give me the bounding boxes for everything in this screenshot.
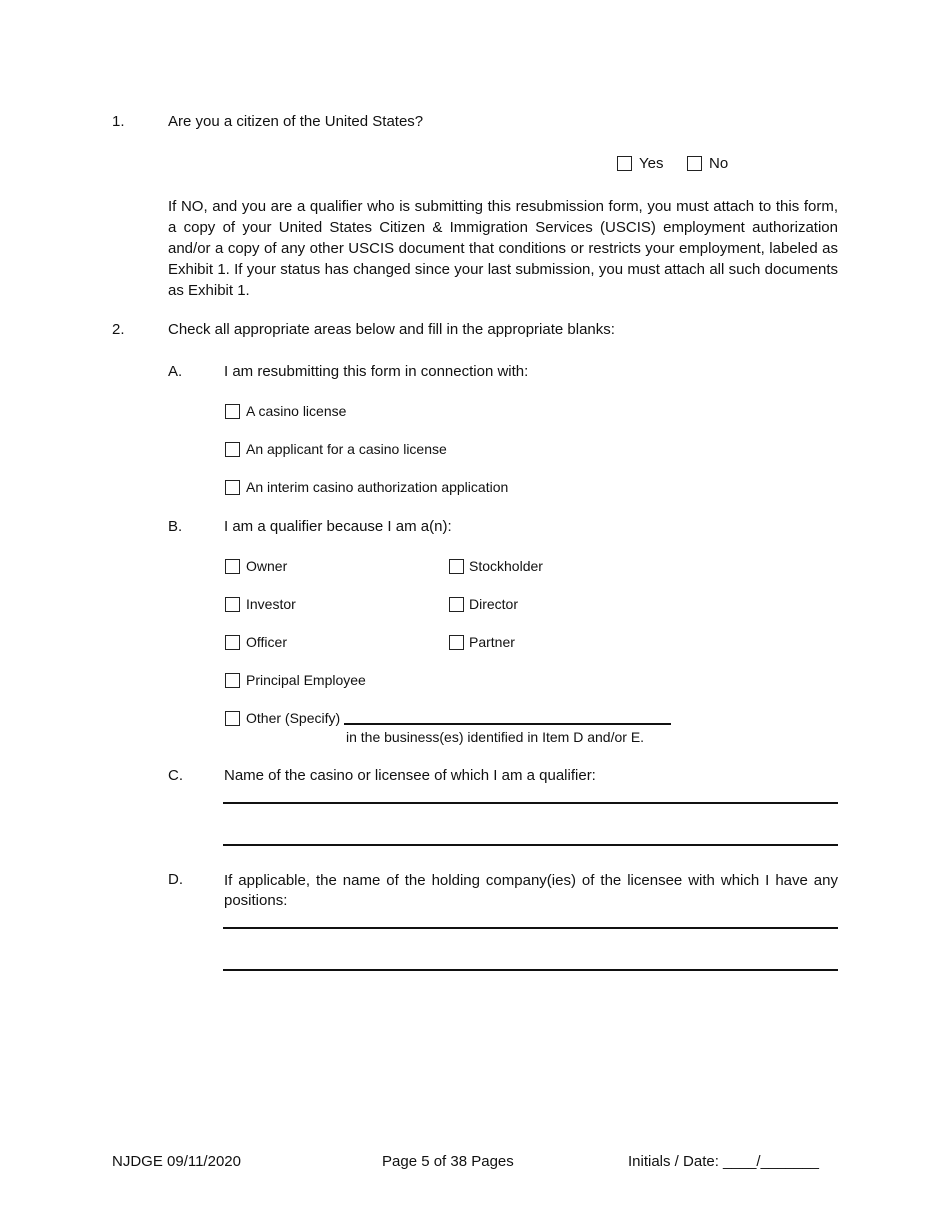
- casino-license-checkbox[interactable]: [225, 404, 240, 419]
- footer-form-id: NJDGE 09/11/2020: [112, 1153, 241, 1170]
- q1-question: Are you a citizen of the United States?: [168, 113, 424, 130]
- partner-checkbox[interactable]: [449, 635, 464, 650]
- principal-employee-checkbox[interactable]: [225, 673, 240, 688]
- director-checkbox[interactable]: [449, 597, 464, 612]
- officer-checkbox[interactable]: [225, 635, 240, 650]
- interim-authorization-checkbox[interactable]: [225, 480, 240, 495]
- q1-yes-checkbox[interactable]: [617, 156, 632, 171]
- q2c-text: Name of the casino or licensee of which I am a qualifier:: [224, 767, 596, 784]
- partner-label: Partner: [469, 634, 515, 650]
- investor-label: Investor: [246, 596, 296, 612]
- stockholder-label: Stockholder: [469, 558, 543, 574]
- casino-name-line-1[interactable]: [223, 802, 838, 804]
- other-note: in the business(es) identified in Item D and/or E.: [346, 729, 645, 745]
- principal-employee-label: Principal Employee: [246, 672, 366, 688]
- holding-company-line-1[interactable]: [223, 927, 838, 929]
- q1-number: 1.: [112, 113, 125, 130]
- interim-authorization-label: An interim casino authorization application: [246, 479, 509, 495]
- owner-checkbox[interactable]: [225, 559, 240, 574]
- q2-number: 2.: [112, 321, 125, 338]
- q2a-text: I am resubmitting this form in connection with:: [224, 363, 529, 380]
- q2c-letter: C.: [168, 767, 183, 784]
- q1-yes-label: Yes: [639, 155, 664, 172]
- q1-no-checkbox[interactable]: [687, 156, 702, 171]
- applicant-label: An applicant for a casino license: [246, 441, 447, 457]
- q2-text: Check all appropriate areas below and fill in the appropriate blanks:: [168, 321, 615, 338]
- stockholder-checkbox[interactable]: [449, 559, 464, 574]
- footer-page-number: Page 5 of 38 Pages: [382, 1153, 514, 1170]
- q1-no-label: No: [709, 155, 729, 172]
- footer-initials-date[interactable]: Initials / Date: ____/_______: [628, 1153, 819, 1170]
- q2b-letter: B.: [168, 518, 183, 535]
- other-label: Other (Specify): [246, 710, 341, 726]
- owner-label: Owner: [246, 558, 288, 574]
- holding-company-line-2[interactable]: [223, 969, 838, 971]
- director-label: Director: [469, 596, 519, 612]
- q2d-letter: D.: [168, 871, 183, 888]
- applicant-checkbox[interactable]: [225, 442, 240, 457]
- q1-instruction: If NO, and you are a qualifier who is submitting this resubmission form, you must attach to this form, a copy of your United States Citizen & Immigration Services (USCIS) employment authorization and/or a copy of any other USCIS document that conditions or restricts your employment, labeled as Exhibit 1. If your status has changed since your last submission, you must attach all such documents as Exhibit 1.: [168, 198, 838, 299]
- q2d-text: If applicable, the name of the holding company(ies) of the licensee with which I have any positions:: [224, 872, 838, 909]
- other-specify-line[interactable]: [344, 723, 671, 725]
- q2a-letter: A.: [168, 363, 183, 380]
- casino-name-line-2[interactable]: [223, 844, 838, 846]
- investor-checkbox[interactable]: [225, 597, 240, 612]
- casino-license-label: A casino license: [246, 403, 347, 419]
- other-checkbox[interactable]: [225, 711, 240, 726]
- q2b-text: I am a qualifier because I am a(n):: [224, 518, 452, 535]
- officer-label: Officer: [246, 634, 287, 650]
